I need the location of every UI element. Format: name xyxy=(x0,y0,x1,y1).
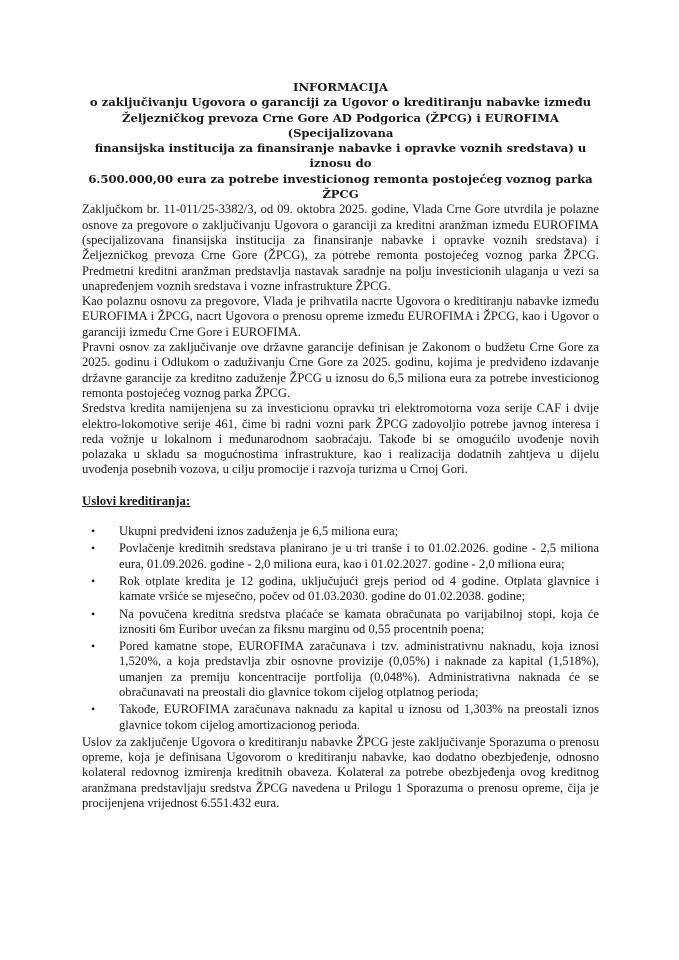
title-line-3: finansijska institucija za finansiranje nabavke i opravke voznih sredstava) u iznosu do xyxy=(94,141,587,171)
condition-text: Na povučena kreditna sredstva plaćaće se kamata obračunata po varijabilnoj stopi, koja će iznositi 6m Euribor uvećan za fiksnu marginu od 0,55 procentnih poena; xyxy=(119,606,599,636)
title-line-2: Željezničkog prevoza Crne Gore AD Podgorica (ŽPCG) i EUROFIMA (Specijalizovana xyxy=(122,110,559,140)
conditions-heading-colon: : xyxy=(185,493,191,508)
paragraph-negotiation-basis: Kao polaznu osnovu za pregovore, Vlada je prihvatila nacrte Ugovora o kreditiranju nabavke između EUROFIMA i ŽPCG, nacrt Ugovora o prenosu opreme između EUROFIMA i ŽPCG, kao i Ugovor o garanciji između Crne Gore i EUROFIMA. xyxy=(82,294,599,339)
bullet-icon: • xyxy=(91,639,96,654)
list-item xyxy=(91,524,599,539)
condition-text: Ukupni predviđeni iznos zaduženja je 6,5 miliona eura; xyxy=(119,524,399,539)
bullet-icon: • xyxy=(91,702,96,717)
paragraph-conclusion: Zaključkom br. 11-011/25-3382/3, od 09. oktobra 2025. godine, Vlada Crne Gore utvrdila je polazne osnove za pregovore o zaključivanju Ugovora o garanciji za kreditni aranžman između EUROFIMA (specijalizovana finansijska institucija za finansiranje nabavke i opravke voznih sredstava) i Željezničkog prevoza Crne Gore (ŽPCG), za potrebe remonta postojećeg voznog parka ŽPCG. Predmetni kreditni aranžman predstavlja nastavak saradnje na polju investicionih ulaganja u vezi sa unapređenjem voznih sredstava i vozne infrastrukture ŽPCG. xyxy=(82,202,599,293)
bullet-icon: • xyxy=(91,524,96,539)
condition-text: Rok otplate kredita je 12 godina, uključujući grejs period od 4 godine. Otplata glavnice i kamate vršiće se mjesečno, počev od 01.03.2030. godine do 01.02.2038. godine; xyxy=(119,573,599,604)
paragraph-collateral: Uslov za zaključenje Ugovora o kreditiranju nabavke ŽPCG jeste zaključivanje Sporazuma o prenosu opreme, koja je definisana Ugovorom o kreditiranju nabavke, kao dodatno obezbjeđenje, odnosno kolateral redovnog izmirenja kreditnih obaveza. Kolateral za potrebe obezbjeđenja ovog kreditnog aranžmana predstavljaju sredstva ŽPCG navedena u Prilogu 1 Sporazuma o prenosu opreme, čija je procijenjena vrijednost 6.551.432 eura. xyxy=(82,734,599,811)
bullet-icon: • xyxy=(91,606,96,621)
condition-text: Takođe, EUROFIMA zaračunava naknadu za kapital u iznosu od 1,303% na preostali iznos glavnice tokom cijelog amortizacionog perioda. xyxy=(119,702,599,732)
condition-text: Pored kamatne stope, EUROFIMA zaračunava i tzv. administrativnu naknadu, koja iznosi 1,520%, a koja predstavlja zbir osnovne provizije (0,05%) i naknade za kapital (1,518%), umanjen za premiju koncentracije portfolija (0,048%). Administrativna naknada će se obračunavati na preostali dio glavnice tokom cijelog otplatnog perioda; xyxy=(119,639,599,699)
condition-text: Povlačenje kreditnih sredstava planirano je u tri tranše i to 01.02.2026. godine - 2,5 miliona eura, 01.09.2026. godine - 2,0 miliona eura, kao i 01.02.2027. godine - 2,0 miliona eura; xyxy=(119,541,599,571)
paragraph-loan-purpose: Sredstva kredita namijenjena su za investicionu opravku tri elektromotorna voza serije CAF i dvije elektro-lokomotive serije 461, čime bi radni vozni park ŽPCG zadovoljio potrebe javnog interesa i reda vožnje u lokalnom i međunarodnom saobraćaju. Takođe bi se omogućilo uvođenje novih polazaka u skladu sa mogućnostima infrastrukture, kao i realizacija dodatnih zahtjeva u dijelu uvođenja posebnih vozova, u cilju promocije i razvoja turizma u Crnoj Gori. xyxy=(82,401,599,477)
title-line-1: o zaključivanju Ugovora o garanciji za Ugovor o kreditiranju nabavke između xyxy=(89,95,592,110)
bullet-icon: • xyxy=(91,541,96,556)
paragraph-legal-basis: Pravni osnov za zaključivanje ove državne garancije definisan je Zakonom o budžetu Crne Gore za 2025. godinu i Odlukom o zaduživanju Crne Gore za 2025. godinu, kojima je predviđeno izdavanje državne garancije za kreditno zaduženje ŽPCG u iznosu do 6,5 miliona eura za potrebe investicionog remonta postojećeg voznog parka ŽPCG. xyxy=(82,340,599,400)
document-title xyxy=(82,80,599,202)
title-line-4: 6.500.000,00 eura za potrebe investicionog remonta postojećeg voznog parka ŽPCG xyxy=(88,171,593,202)
conditions-heading xyxy=(82,494,599,509)
list-item xyxy=(91,639,599,700)
bullet-icon: • xyxy=(91,573,96,588)
conditions-heading-text: Uslovi kreditiranja xyxy=(82,493,186,508)
list-item xyxy=(91,702,599,733)
document-page xyxy=(82,80,599,811)
list-item xyxy=(91,541,599,572)
conditions-list xyxy=(82,524,599,733)
title-heading: INFORMACIJA xyxy=(293,80,388,94)
list-item xyxy=(91,573,599,605)
list-item xyxy=(91,606,599,638)
